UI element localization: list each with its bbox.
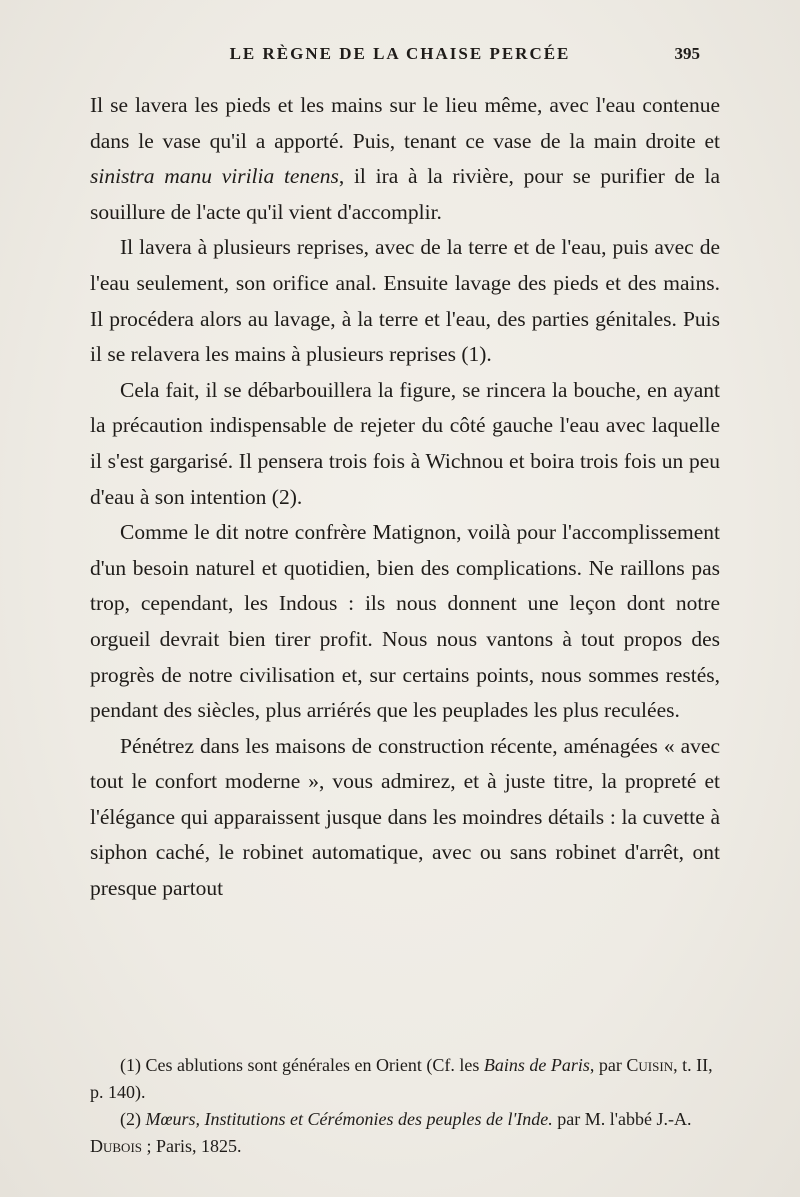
- footnote-2: [90, 1106, 720, 1160]
- footnote-1-title: Bains de Paris: [483, 1055, 590, 1075]
- footnote-1: [90, 1052, 720, 1106]
- paragraph-1-text-a: Il se lavera les pieds et les mains sur le lieu même, avec l'eau contenue dans le vase qu'il a apporté. Puis, tenant ce vase de la main droite et: [90, 93, 720, 153]
- footnote-2-text-c: ; Paris, 1825.: [142, 1136, 242, 1156]
- paragraph-2: Il lavera à plusieurs reprises, avec de la terre et de l'eau, puis avec de l'eau seulement, son orifice anal. Ensuite lavage des pieds et des mains. Il procédera alors au lavage, à la terre et l'eau, des parties génitales. Puis il se relavera les mains à plusieurs reprises (1).: [90, 235, 720, 367]
- footnote-2-title: Mœurs, Institutions et Cérémonies des peuples de l'Inde.: [145, 1109, 553, 1129]
- paragraph-1: [90, 88, 720, 230]
- footnote-2-text-a: (2): [120, 1109, 146, 1129]
- paragraph-5: Pénétrez dans les maisons de construction récente, aménagées « avec tout le confort moderne », vous admirez, et à juste titre, la propreté et l'élégance qui apparaissent jusque dans les moindres détails : la cuvette à siphon caché, le robinet automatique, avec ou sans robinet d'arrêt, ont presque partout: [90, 733, 720, 901]
- paragraph-1-latin-phrase: sinistra manu virilia tenens: [90, 164, 339, 189]
- footnotes: [90, 1052, 720, 1160]
- footnote-2-text-b: par M. l'abbé J.-A.: [552, 1109, 692, 1129]
- paragraph-4: Comme le dit notre confrère Matignon, voilà pour l'accomplissement d'un besoin naturel et quotidien, bien des complications. Ne raillons pas trop, cependant, les Indous : ils nous donnent une leçon dont notre orgueil devrait bien tirer profit. Nous nous vantons à tout propos des progrès de notre civilisation et, sur certains points, nous sommes restés, pendant des siècles, plus arriérés que les peuplades les plus reculées.: [90, 520, 720, 723]
- footnote-2-author: Dubois: [90, 1136, 143, 1156]
- page-number: 395: [674, 44, 700, 63]
- footnote-1-text-a: (1) Ces ablutions sont générales en Orient (Cf. les: [120, 1055, 484, 1075]
- running-head-title: LE RÈGNE DE LA CHAISE PERCÉE: [229, 44, 571, 63]
- footnote-1-author: Cuisin: [626, 1055, 674, 1075]
- paragraph-1-text-b: , il ira à la rivière, pour se purifier de la souillure de l'acte qu'il vient d'accomplir.: [90, 164, 720, 224]
- footnote-1-text-b: , par: [589, 1055, 627, 1075]
- running-head: [100, 44, 700, 68]
- paragraph-3: Cela fait, il se débarbouillera la figure, se rincera la bouche, en ayant la précaution indispensable de rejeter du côté gauche l'eau avec laquelle il s'est gargarisé. Il pensera trois fois à Wichnou et boira trois fois un peu d'eau à son intention (2).: [90, 377, 720, 509]
- footnote-1-text-c: , t. II, p. 140).: [90, 1055, 713, 1102]
- body-text: [90, 88, 720, 907]
